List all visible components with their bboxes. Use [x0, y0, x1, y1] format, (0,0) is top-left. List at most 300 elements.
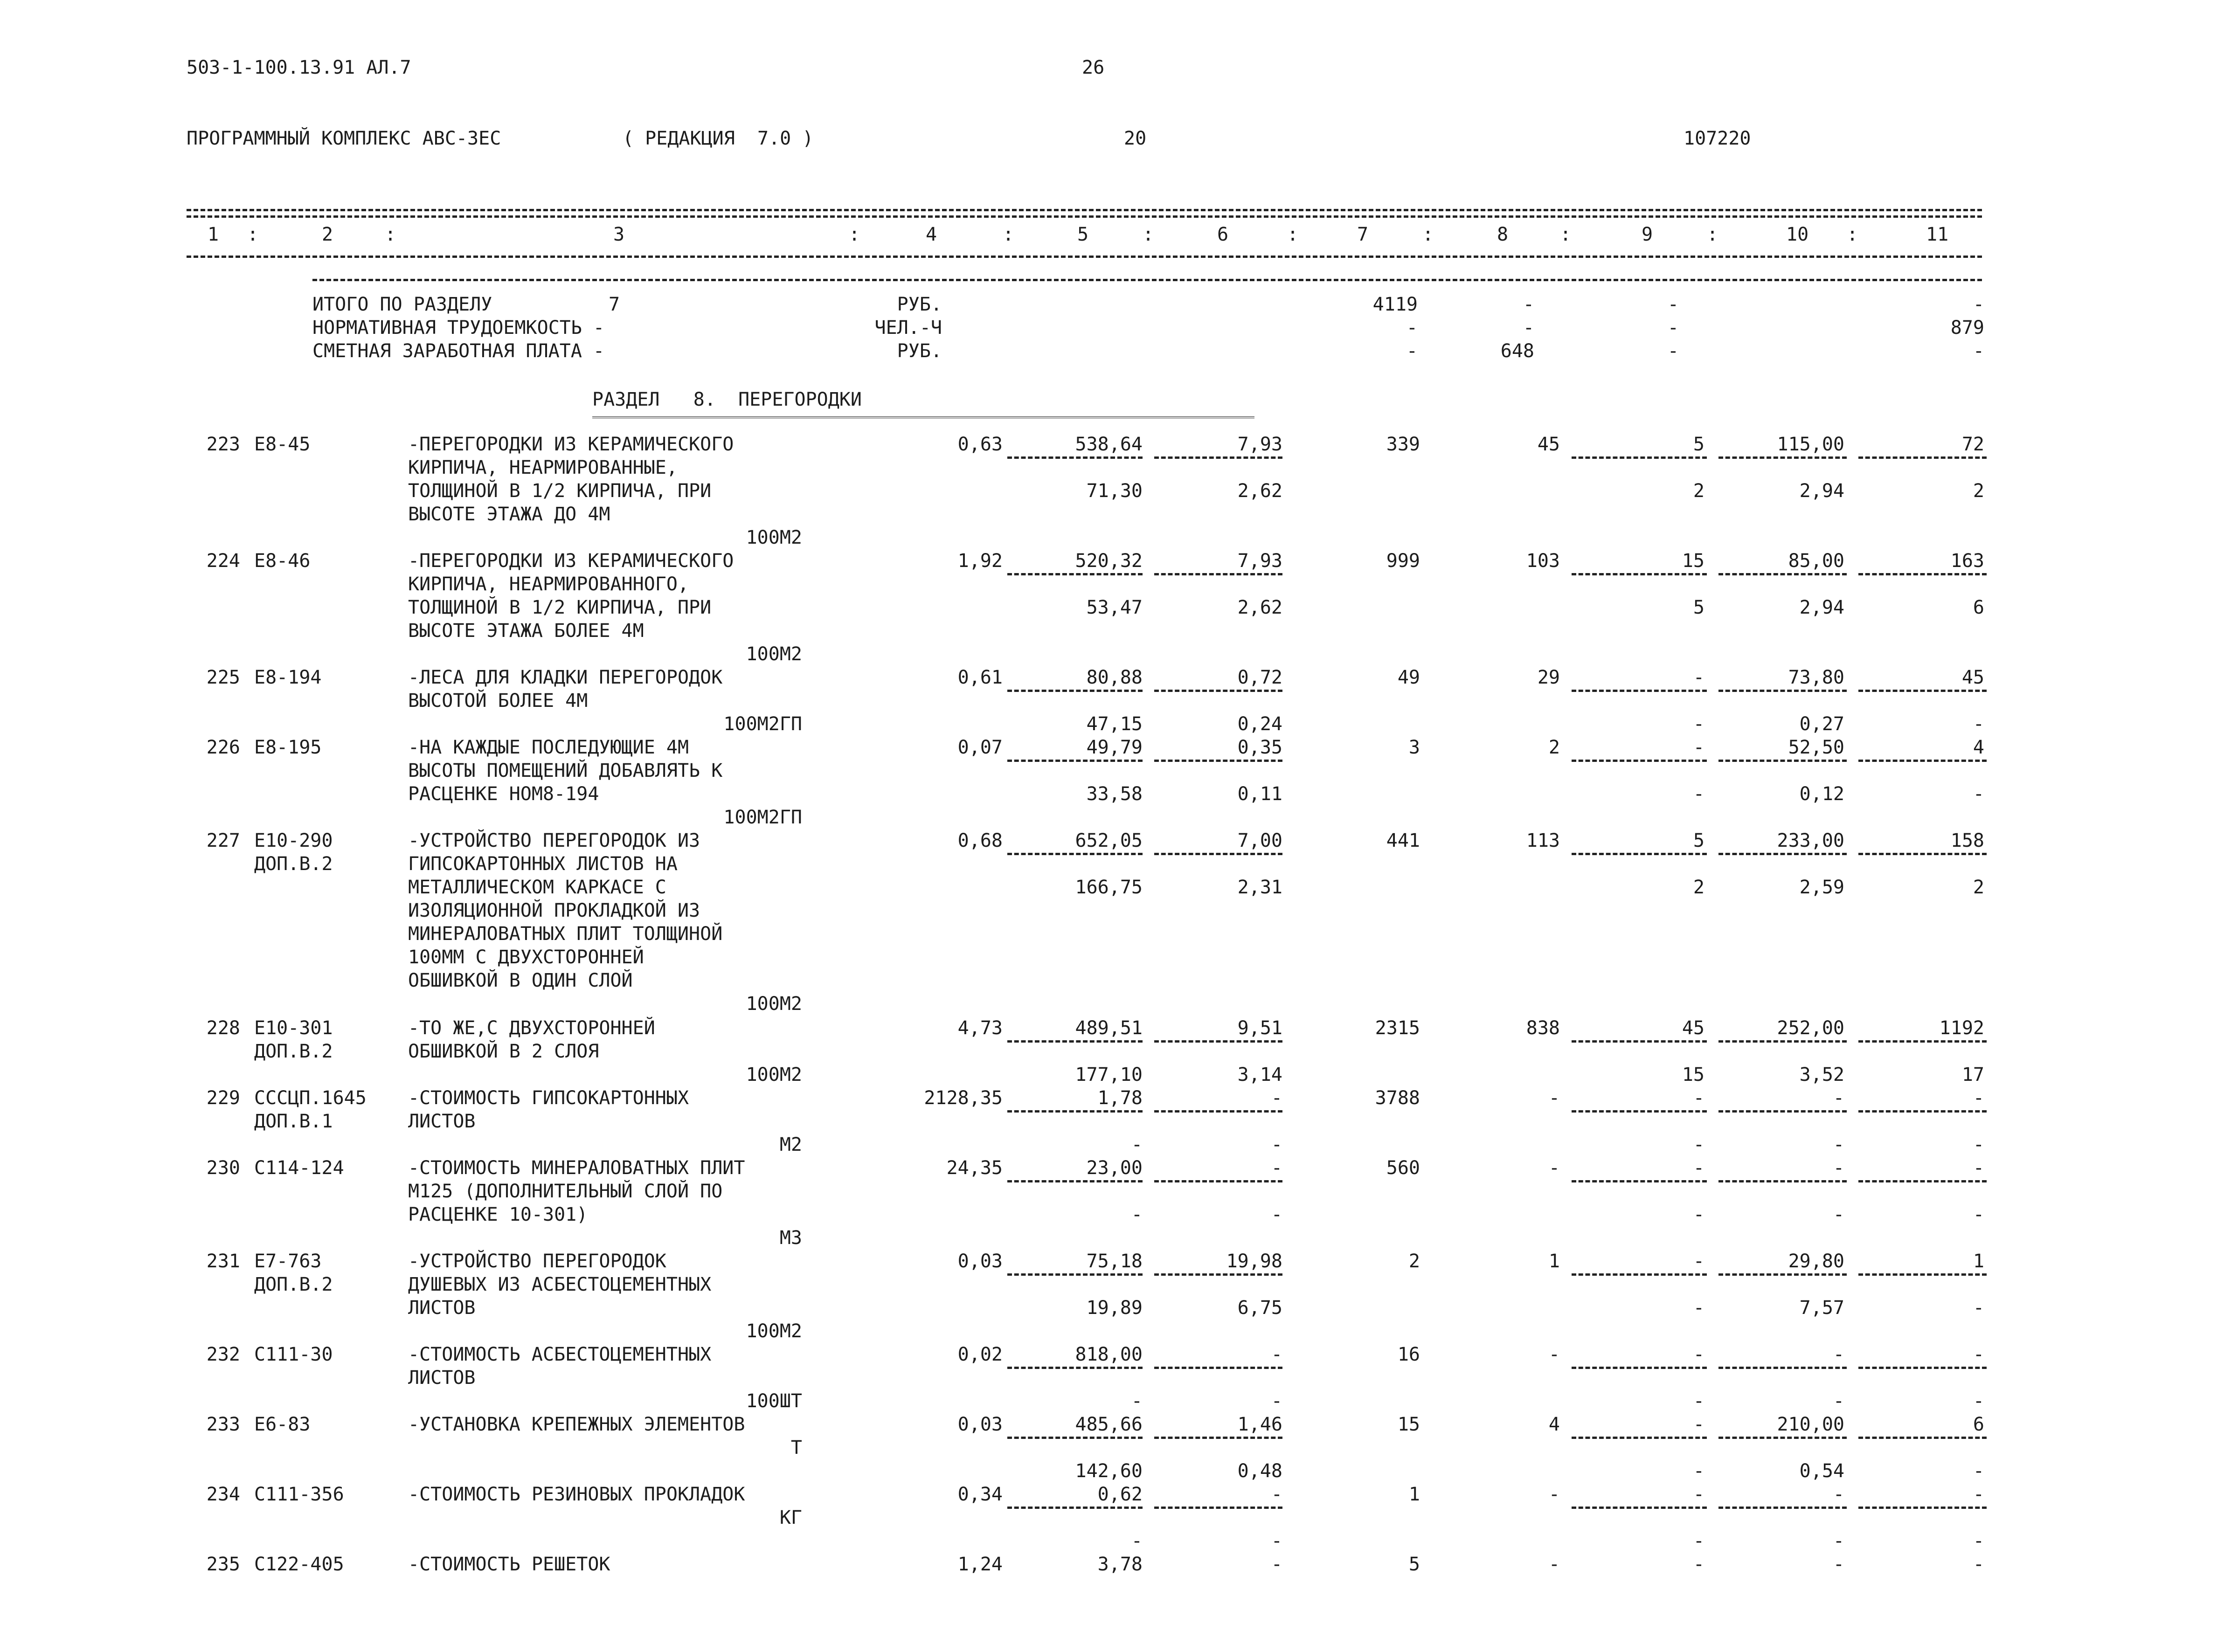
summary-col9: - — [1667, 294, 1679, 315]
row-quantity: 0,03 — [957, 1251, 1003, 1272]
column-separator-3: : — [849, 224, 860, 245]
row-labor-total-2: 2 — [1973, 480, 1984, 502]
row-rule-col5 — [1007, 1273, 1143, 1276]
row-number: 226 — [206, 737, 240, 758]
summary-col8: - — [1523, 294, 1534, 315]
row-labor: - — [1693, 667, 1704, 688]
row-rule-col5 — [1007, 1507, 1143, 1509]
row-labor-norm: - — [1833, 1484, 1844, 1505]
row-code: Е7-763 — [254, 1251, 322, 1272]
column-number-1: 1 — [208, 224, 219, 245]
row-unit-cost: 818,00 — [1075, 1344, 1143, 1365]
row-description: ВЫСОТЫ ПОМЕЩЕНИЙ ДОБАВЛЯТЬ К — [408, 760, 723, 781]
row-rule-col10 — [1718, 456, 1847, 459]
row-description: ТОЛЩИНОЙ В 1/2 КИРПИЧА, ПРИ — [408, 480, 712, 502]
row-code: С122-405 — [254, 1554, 344, 1575]
row-labor-total-2: - — [1973, 1460, 1984, 1482]
row-description: М125 (ДОПОЛНИТЕЛЬНЫЙ СЛОЙ ПО — [408, 1181, 723, 1202]
column-number-4: 4 — [926, 224, 937, 245]
row-number: 225 — [206, 667, 240, 688]
row-unit-wage: - — [1271, 1157, 1282, 1179]
row-rule-col9 — [1572, 1273, 1707, 1276]
column-separator-8: : — [1560, 224, 1572, 245]
row-rule-col11 — [1858, 853, 1987, 855]
row-unit: М2 — [779, 1134, 802, 1155]
summary-unit: РУБ. — [897, 340, 942, 362]
row-rule-col10 — [1718, 853, 1847, 855]
row-description: МЕТАЛЛИЧЕСКОМ КАРКАСЕ С — [408, 877, 666, 898]
row-total-cost: 16 — [1397, 1344, 1420, 1365]
row-code: С111-30 — [254, 1344, 333, 1365]
row-labor-total-2: 2 — [1973, 877, 1984, 898]
row-unit: 100М2ГП — [723, 807, 802, 828]
row-description: -ТО ЖЕ,С ДВУХСТОРОННЕЙ — [408, 1017, 655, 1039]
row-unit: 100М2 — [746, 527, 802, 548]
row-number: 230 — [206, 1157, 240, 1179]
row-labor-2: 15 — [1682, 1064, 1704, 1085]
summary-unit: РУБ. — [897, 294, 942, 315]
row-labor-norm-2: 0,12 — [1799, 783, 1844, 805]
row-rule-col10 — [1718, 1040, 1847, 1043]
row-rule-col11 — [1858, 456, 1987, 459]
row-description: ДУШЕВЫХ ИЗ АСБЕСТОЦЕМЕНТНЫХ — [408, 1274, 712, 1295]
row-code: ДОП.В.2 — [254, 1041, 333, 1062]
row-rule-col9 — [1572, 853, 1707, 855]
row-unit-wage-2: 0,48 — [1237, 1460, 1282, 1482]
row-unit-wage-2: 0,24 — [1237, 713, 1282, 735]
row-labor-total-2: 17 — [1961, 1064, 1984, 1085]
page-number: 26 — [1082, 57, 1105, 78]
row-description: -УСТРОЙСТВО ПЕРЕГОРОДОК ИЗ — [408, 830, 700, 851]
rule-summary-top — [312, 279, 1982, 281]
row-quantity: 0,07 — [957, 737, 1003, 758]
row-unit-cost: 489,51 — [1075, 1017, 1143, 1039]
row-rule-col9 — [1572, 1507, 1707, 1509]
row-total-wage: 2 — [1548, 737, 1560, 758]
column-number-5: 5 — [1077, 224, 1089, 245]
row-labor-norm: - — [1833, 1554, 1844, 1575]
row-labor-total: - — [1973, 1087, 1984, 1109]
row-total-wage: 29 — [1537, 667, 1560, 688]
row-labor-2: 2 — [1693, 480, 1704, 502]
row-code: Е10-301 — [254, 1017, 333, 1039]
program-name: ПРОГРАММНЫЙ КОМПЛЕКС АВС-3ЕС — [187, 128, 501, 149]
row-total-wage: - — [1548, 1554, 1560, 1575]
row-unit-cost: 3,78 — [1097, 1554, 1143, 1575]
row-code: Е8-45 — [254, 434, 311, 455]
row-rule-col10 — [1718, 760, 1847, 762]
row-labor-norm: - — [1833, 1157, 1844, 1179]
summary-col7: - — [1406, 317, 1418, 339]
row-unit-cost: 49,79 — [1086, 737, 1143, 758]
row-unit-cost-2: 47,15 — [1086, 713, 1143, 735]
row-unit-wage-2: 0,11 — [1237, 783, 1282, 805]
row-unit: 100ШТ — [746, 1390, 802, 1412]
row-unit-wage-2: - — [1271, 1390, 1282, 1412]
row-description: -СТОИМОСТЬ ГИПСОКАРТОННЫХ — [408, 1087, 689, 1109]
row-unit-wage: - — [1271, 1484, 1282, 1505]
row-number: 224 — [206, 550, 240, 572]
row-description: ЛИСТОВ — [408, 1111, 476, 1132]
row-labor-2: - — [1693, 783, 1704, 805]
summary-col11: - — [1973, 340, 1984, 362]
row-quantity: 1,24 — [957, 1554, 1003, 1575]
row-labor-norm-2: 0,54 — [1799, 1460, 1844, 1482]
row-rule-col11 — [1858, 1437, 1987, 1439]
row-rule-col11 — [1858, 573, 1987, 575]
row-rule-col6 — [1154, 1507, 1282, 1509]
code-right: 107220 — [1684, 128, 1751, 149]
row-labor-norm-2: 0,27 — [1799, 713, 1844, 735]
row-rule-col6 — [1154, 1437, 1282, 1439]
row-labor-2: - — [1693, 1530, 1704, 1552]
row-description: ИЗОЛЯЦИОННОЙ ПРОКЛАДКОЙ ИЗ — [408, 900, 700, 921]
row-rule-col11 — [1858, 690, 1987, 692]
column-number-10: 10 — [1786, 224, 1809, 245]
row-unit-wage-2: 6,75 — [1237, 1297, 1282, 1319]
row-total-wage: 45 — [1537, 434, 1560, 455]
row-description: КИРПИЧА, НЕАРМИРОВАННЫЕ, — [408, 457, 678, 478]
row-rule-col6 — [1154, 1367, 1282, 1369]
row-labor-2: 2 — [1693, 877, 1704, 898]
row-total-wage: - — [1548, 1087, 1560, 1109]
row-rule-col6 — [1154, 573, 1282, 575]
row-labor-norm-2: - — [1833, 1390, 1844, 1412]
row-labor-total-2: - — [1973, 783, 1984, 805]
row-total-wage: 4 — [1548, 1414, 1560, 1435]
row-rule-col9 — [1572, 1040, 1707, 1043]
row-total-wage: 113 — [1526, 830, 1560, 851]
row-rule-col6 — [1154, 1180, 1282, 1182]
row-description: ВЫСОТЕ ЭТАЖА БОЛЕЕ 4М — [408, 620, 644, 642]
row-total-wage: 838 — [1526, 1017, 1560, 1039]
row-unit-cost: 80,88 — [1086, 667, 1143, 688]
row-unit-wage-2: 2,31 — [1237, 877, 1282, 898]
row-labor: - — [1693, 1251, 1704, 1272]
row-unit-wage: - — [1271, 1554, 1282, 1575]
row-unit-wage-2: - — [1271, 1530, 1282, 1552]
row-total-cost: 999 — [1386, 550, 1420, 572]
row-unit-cost-2: - — [1131, 1530, 1143, 1552]
summary-col8: 648 — [1500, 340, 1534, 362]
row-labor-norm-2: 3,52 — [1799, 1064, 1844, 1085]
column-number-9: 9 — [1642, 224, 1653, 245]
row-quantity: 1,92 — [957, 550, 1003, 572]
row-labor-total-2: 6 — [1973, 597, 1984, 618]
row-rule-col11 — [1858, 1273, 1987, 1276]
summary-col7: - — [1406, 340, 1418, 362]
row-quantity: 2128,35 — [924, 1087, 1003, 1109]
row-description: -ПЕРЕГОРОДКИ ИЗ КЕРАМИЧЕСКОГО — [408, 434, 734, 455]
row-rule-col5 — [1007, 1040, 1143, 1043]
row-labor-norm-2: 2,94 — [1799, 597, 1844, 618]
row-quantity: 0,68 — [957, 830, 1003, 851]
row-labor-norm: 73,80 — [1788, 667, 1844, 688]
row-labor: 5 — [1693, 434, 1704, 455]
row-labor-total: 158 — [1950, 830, 1984, 851]
row-rule-col6 — [1154, 456, 1282, 459]
row-rule-col10 — [1718, 1437, 1847, 1439]
summary-col8: - — [1523, 317, 1534, 339]
row-description: -УСТАНОВКА КРЕПЕЖНЫХ ЭЛЕМЕНТОВ — [408, 1414, 745, 1435]
row-description: -СТОИМОСТЬ РЕШЕТОК — [408, 1554, 610, 1575]
row-rule-col5 — [1007, 573, 1143, 575]
row-unit-cost: 538,64 — [1075, 434, 1143, 455]
row-unit-cost: 23,00 — [1086, 1157, 1143, 1179]
row-unit-cost: 75,18 — [1086, 1251, 1143, 1272]
row-unit-cost-2: 142,60 — [1075, 1460, 1143, 1482]
row-unit-cost-2: 33,58 — [1086, 783, 1143, 805]
column-separator-2: : — [385, 224, 396, 245]
rule-top — [187, 209, 1982, 211]
column-number-8: 8 — [1497, 224, 1509, 245]
summary-col9: - — [1667, 317, 1679, 339]
column-separator-6: : — [1287, 224, 1299, 245]
row-number: 227 — [206, 830, 240, 851]
row-unit-cost-2: 53,47 — [1086, 597, 1143, 618]
row-labor: - — [1693, 1414, 1704, 1435]
row-total-cost: 5 — [1408, 1554, 1420, 1575]
row-labor-total: 72 — [1961, 434, 1984, 455]
row-labor-total-2: - — [1973, 1530, 1984, 1552]
row-quantity: 0,03 — [957, 1414, 1003, 1435]
summary-col9: - — [1667, 340, 1679, 362]
row-unit: Т — [790, 1437, 802, 1458]
row-number: 235 — [206, 1554, 240, 1575]
row-description: ОБШИВКОЙ В 2 СЛОЯ — [408, 1041, 599, 1062]
row-unit: 100М2 — [746, 643, 802, 665]
row-unit-wage: 19,98 — [1226, 1251, 1282, 1272]
row-unit: 100М2 — [746, 1064, 802, 1085]
row-quantity: 0,34 — [957, 1484, 1003, 1505]
row-labor-total-2: - — [1973, 1134, 1984, 1155]
row-rule-col5 — [1007, 456, 1143, 459]
column-separator-5: : — [1143, 224, 1154, 245]
row-rule-col9 — [1572, 1367, 1707, 1369]
row-rule-col6 — [1154, 1110, 1282, 1113]
summary-label: ИТОГО ПО РАЗДЕЛУ — [312, 294, 492, 315]
row-number: 223 — [206, 434, 240, 455]
row-rule-col11 — [1858, 1180, 1987, 1182]
row-description: 100ММ С ДВУХСТОРОННЕЙ — [408, 947, 644, 968]
row-number: 231 — [206, 1251, 240, 1272]
row-unit-wage-2: 2,62 — [1237, 480, 1282, 502]
row-code: Е8-195 — [254, 737, 322, 758]
row-quantity: 0,63 — [957, 434, 1003, 455]
row-unit: КГ — [779, 1507, 802, 1528]
row-code: ДОП.В.2 — [254, 1274, 333, 1295]
row-code: СССЦП.1645 — [254, 1087, 367, 1109]
row-labor: - — [1693, 737, 1704, 758]
row-unit-cost-2: 71,30 — [1086, 480, 1143, 502]
row-unit: 100М2 — [746, 1320, 802, 1342]
row-total-wage: - — [1548, 1344, 1560, 1365]
row-rule-col9 — [1572, 456, 1707, 459]
row-rule-col5 — [1007, 1180, 1143, 1182]
column-number-2: 2 — [322, 224, 333, 245]
row-code: ДОП.В.2 — [254, 853, 333, 875]
row-description: ЛИСТОВ — [408, 1297, 476, 1319]
row-labor-norm: 85,00 — [1788, 550, 1844, 572]
row-rule-col10 — [1718, 573, 1847, 575]
row-total-wage: - — [1548, 1157, 1560, 1179]
row-description: -ПЕРЕГОРОДКИ ИЗ КЕРАМИЧЕСКОГО — [408, 550, 734, 572]
row-unit-cost: 652,05 — [1075, 830, 1143, 851]
row-rule-col10 — [1718, 1367, 1847, 1369]
row-rule-col11 — [1858, 1110, 1987, 1113]
row-total-cost: 1 — [1408, 1484, 1420, 1505]
summary-label: НОРМАТИВНАЯ ТРУДОЕМКОСТЬ - — [312, 317, 605, 339]
row-rule-col10 — [1718, 1110, 1847, 1113]
row-number: 232 — [206, 1344, 240, 1365]
row-description: -СТОИМОСТЬ МИНЕРАЛОВАТНЫХ ПЛИТ — [408, 1157, 745, 1179]
row-unit-cost: 0,62 — [1097, 1484, 1143, 1505]
row-description: -СТОИМОСТЬ АСБЕСТОЦЕМЕНТНЫХ — [408, 1344, 712, 1365]
row-unit-wage: - — [1271, 1087, 1282, 1109]
row-unit-wage: 0,72 — [1237, 667, 1282, 688]
row-description: МИНЕРАЛОВАТНЫХ ПЛИТ ТОЛЩИНОЙ — [408, 923, 723, 945]
row-total-cost: 441 — [1386, 830, 1420, 851]
row-rule-col9 — [1572, 1110, 1707, 1113]
row-unit-wage-2: - — [1271, 1204, 1282, 1225]
row-quantity: 0,61 — [957, 667, 1003, 688]
row-rule-col9 — [1572, 760, 1707, 762]
row-rule-col9 — [1572, 690, 1707, 692]
column-separator-10: : — [1847, 224, 1858, 245]
row-rule-col10 — [1718, 690, 1847, 692]
row-unit-cost: 1,78 — [1097, 1087, 1143, 1109]
row-labor-norm-2: - — [1833, 1204, 1844, 1225]
row-code: Е10-290 — [254, 830, 333, 851]
summary-unit: ЧЕЛ.-Ч — [874, 317, 942, 339]
summary-col7: 4119 — [1372, 294, 1418, 315]
row-unit-wage: - — [1271, 1344, 1282, 1365]
row-description: РАСЦЕНКЕ НОМ8-194 — [408, 783, 599, 805]
row-rule-col10 — [1718, 1507, 1847, 1509]
row-labor: - — [1693, 1344, 1704, 1365]
row-labor-norm-2: - — [1833, 1134, 1844, 1155]
row-labor-2: - — [1693, 1390, 1704, 1412]
row-number: 234 — [206, 1484, 240, 1505]
row-labor-norm: - — [1833, 1344, 1844, 1365]
program-edition: ( РЕДАКЦИЯ 7.0 ) — [623, 128, 814, 149]
row-rule-col6 — [1154, 760, 1282, 762]
row-total-cost: 3 — [1408, 737, 1420, 758]
row-total-wage: - — [1548, 1484, 1560, 1505]
row-labor-2: - — [1693, 1204, 1704, 1225]
row-rule-col11 — [1858, 1507, 1987, 1509]
row-rule-col5 — [1007, 853, 1143, 855]
row-labor-total-2: - — [1973, 1390, 1984, 1412]
row-rule-col11 — [1858, 1367, 1987, 1369]
code-mid: 20 — [1124, 128, 1147, 149]
row-unit-cost: 485,66 — [1075, 1414, 1143, 1435]
row-labor: 5 — [1693, 830, 1704, 851]
row-code: С114-124 — [254, 1157, 344, 1179]
row-labor-norm: 210,00 — [1777, 1414, 1844, 1435]
row-labor-norm: 252,00 — [1777, 1017, 1844, 1039]
row-rule-col9 — [1572, 1437, 1707, 1439]
rule-top-2 — [187, 215, 1982, 218]
summary-label: СМЕТНАЯ ЗАРАБОТНАЯ ПЛАТА - — [312, 340, 605, 362]
row-total-cost: 15 — [1397, 1414, 1420, 1435]
row-unit-cost-2: - — [1131, 1134, 1143, 1155]
row-rule-col5 — [1007, 690, 1143, 692]
row-rule-col6 — [1154, 853, 1282, 855]
row-quantity: 4,73 — [957, 1017, 1003, 1039]
row-description: -СТОИМОСТЬ РЕЗИНОВЫХ ПРОКЛАДОК — [408, 1484, 745, 1505]
row-labor-norm: 29,80 — [1788, 1251, 1844, 1272]
row-unit-wage: 9,51 — [1237, 1017, 1282, 1039]
row-unit-cost-2: 177,10 — [1075, 1064, 1143, 1085]
row-rule-col9 — [1572, 1180, 1707, 1182]
column-number-3: 3 — [613, 224, 625, 245]
row-labor-norm-2: 2,94 — [1799, 480, 1844, 502]
row-rule-col5 — [1007, 760, 1143, 762]
row-rule-col11 — [1858, 760, 1987, 762]
row-code: Е8-194 — [254, 667, 322, 688]
row-unit: 100М2ГП — [723, 713, 802, 735]
row-labor-total-2: - — [1973, 713, 1984, 735]
row-unit-cost-2: - — [1131, 1390, 1143, 1412]
row-labor: - — [1693, 1157, 1704, 1179]
row-rule-col10 — [1718, 1273, 1847, 1276]
section-title-underline — [592, 416, 1254, 420]
row-unit-wage: 1,46 — [1237, 1414, 1282, 1435]
row-labor-norm-2: 2,59 — [1799, 877, 1844, 898]
row-quantity: 24,35 — [946, 1157, 1003, 1179]
row-labor-total: 6 — [1973, 1414, 1984, 1435]
row-labor: - — [1693, 1484, 1704, 1505]
row-total-wage: 103 — [1526, 550, 1560, 572]
row-unit-wage: 7,93 — [1237, 434, 1282, 455]
row-description: КИРПИЧА, НЕАРМИРОВАННОГО, — [408, 574, 689, 595]
row-unit: М3 — [779, 1227, 802, 1249]
column-separator-7: : — [1422, 224, 1434, 245]
row-code: Е6-83 — [254, 1414, 311, 1435]
row-rule-col9 — [1572, 573, 1707, 575]
row-description: РАСЦЕНКЕ 10-301) — [408, 1204, 588, 1225]
row-labor-2: - — [1693, 1134, 1704, 1155]
row-unit-wage: 0,35 — [1237, 737, 1282, 758]
row-labor-total-2: - — [1973, 1204, 1984, 1225]
row-labor: - — [1693, 1554, 1704, 1575]
row-number: 229 — [206, 1087, 240, 1109]
row-unit-wage-2: 2,62 — [1237, 597, 1282, 618]
row-labor-total: - — [1973, 1157, 1984, 1179]
row-labor-norm: 115,00 — [1777, 434, 1844, 455]
row-labor-2: - — [1693, 1297, 1704, 1319]
row-rule-col6 — [1154, 1040, 1282, 1043]
row-description: ЛИСТОВ — [408, 1367, 476, 1389]
row-description: ТОЛЩИНОЙ В 1/2 КИРПИЧА, ПРИ — [408, 597, 712, 618]
row-unit-cost-2: 166,75 — [1075, 877, 1143, 898]
row-unit: 100М2 — [746, 993, 802, 1015]
rule-head-bottom — [187, 256, 1982, 258]
row-total-wage: 1 — [1548, 1251, 1560, 1272]
row-labor-total: 1 — [1973, 1251, 1984, 1272]
row-total-cost: 3788 — [1375, 1087, 1420, 1109]
column-separator-1: : — [247, 224, 259, 245]
row-description: ОБШИВКОЙ В ОДИН СЛОЙ — [408, 970, 633, 991]
row-description: -УСТРОЙСТВО ПЕРЕГОРОДОК — [408, 1251, 666, 1272]
row-quantity: 0,02 — [957, 1344, 1003, 1365]
column-number-7: 7 — [1357, 224, 1369, 245]
summary-col11: 879 — [1950, 317, 1984, 339]
row-labor-total: - — [1973, 1344, 1984, 1365]
row-rule-col5 — [1007, 1367, 1143, 1369]
row-unit-cost-2: 19,89 — [1086, 1297, 1143, 1319]
